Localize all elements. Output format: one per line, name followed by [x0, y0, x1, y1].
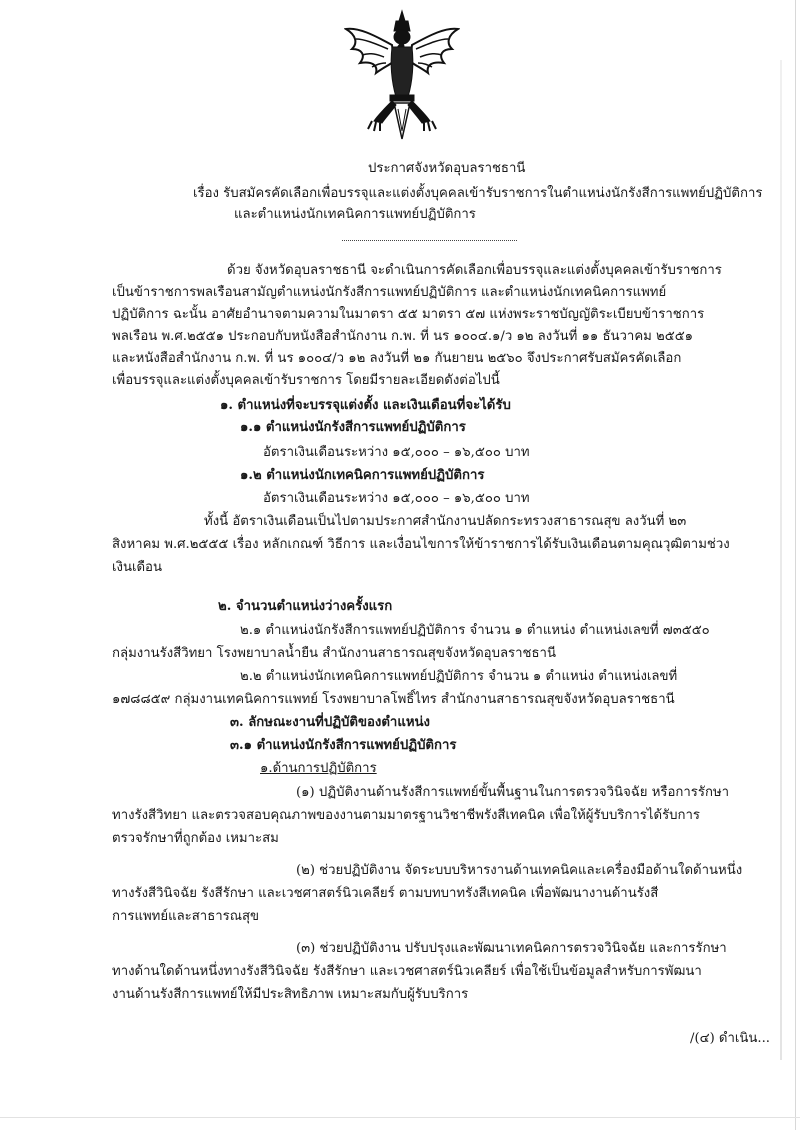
duty-line: ทางรังสีวินิจฉัย รังสีรักษา และเวชศาสตร์นิวเคลียร์ ตามบทบาทรังสีเทคนิค เพื่อพัฒนางานด้านรังสี — [112, 886, 659, 901]
intro-line: เป็นข้าราชการพลเรือนสามัญตำแหน่งนักรังสีการแพทย์ปฏิบัติการ และตำแหน่งนักเทคนิคการแพทย์ — [112, 285, 667, 300]
position-title: ๑.๑ ตำแหน่งนักรังสีการแพทย์ปฏิบัติการ — [240, 420, 466, 435]
scan-edge — [0, 1117, 800, 1118]
salary-note: สิงหาคม พ.ศ.๒๕๕๕ เรื่อง หลักเกณฑ์ วิธีการ และเงื่อนไขการให้ข้าราชการได้รับเงินเดือนตามคุณวุฒิตามช่วง — [112, 537, 730, 552]
salary-range: อัตราเงินเดือนระหว่าง ๑๕,๐๐๐ – ๑๖,๕๐๐ บาท — [263, 491, 530, 506]
section-heading: ๒. จำนวนตำแหน่งว่างครั้งแรก — [218, 599, 393, 614]
duty-line: (๓) ช่วยปฏิบัติงาน ปรับปรุงและพัฒนาเทคนิคการตรวจวินิจฉัย และการรักษา — [296, 941, 727, 956]
garuda-emblem — [344, 5, 460, 145]
salary-note: ทั้งนี้ อัตราเงินเดือนเป็นไปตามประกาศสำนักงานปลัดกระทรวงสาธารณสุข ลงวันที่ ๒๓ — [204, 514, 687, 529]
subject-line: เรื่อง รับสมัครคัดเลือกเพื่อบรรจุและแต่งตั้งบุคคลเข้ารับราชการในตำแหน่งนักรังสีการแพทย์ปฏิบัติการ — [193, 186, 763, 201]
duty-line: ทางรังสีวิทยา และตรวจสอบคุณภาพของงานตามมาตรฐานวิชาชีพรังสีเทคนิค เพื่อให้ผู้รับบริการได้รับการ — [112, 808, 701, 823]
section-heading: ๑. ตำแหน่งที่จะบรรจุแต่งตั้ง และเงินเดือนที่จะได้รับ — [220, 398, 511, 413]
subject-line: และตำแหน่งนักเทคนิคการแพทย์ปฏิบัติการ — [234, 207, 476, 222]
scan-edge — [780, 60, 782, 1060]
duty-line: งานด้านรังสีการแพทย์ให้มีประสิทธิภาพ เหมาะสมกับผู้รับบริการ — [112, 987, 469, 1002]
intro-line: ปฏิบัติการ ฉะนั้น อาศัยอำนาจตามความในมาตรา ๕๕ มาตรา ๕๗ แห่งพระราชบัญญัติระเบียบข้าราชการ — [112, 307, 705, 322]
vacancy-line: ๒.๒ ตำแหน่งนักเทคนิคการแพทย์ปฏิบัติการ จำนวน ๑ ตำแหน่ง ตำแหน่งเลขที่ — [240, 669, 678, 684]
work-area-heading: ๑.ด้านการปฏิบัติการ — [260, 761, 377, 776]
intro-line: เพื่อบรรจุและแต่งตั้งบุคคลเข้ารับราชการ โดยมีรายละเอียดดังต่อไปนี้ — [112, 373, 500, 388]
announcement-title: ประกาศจังหวัดอุบลราชธานี — [368, 161, 526, 176]
duty-line: (๒) ช่วยปฏิบัติงาน จัดระบบบริหารงานด้านเทคนิคและเครื่องมือด้านใดด้านหนึ่ง — [296, 863, 743, 878]
salary-range: อัตราเงินเดือนระหว่าง ๑๕,๐๐๐ – ๑๖,๕๐๐ บาท — [263, 445, 530, 460]
page-continuation: /(๔) ดำเนิน... — [690, 1031, 770, 1046]
duty-line: ตรวจรักษาที่ถูกต้อง เหมาะสม — [112, 831, 279, 846]
section-heading: ๓. ลักษณะงานที่ปฏิบัติของตำแหน่ง — [230, 715, 430, 730]
duty-line: (๑) ปฏิบัติงานด้านรังสีการแพทย์ขั้นพื้นฐานในการตรวจวินิจฉัย หรือการรักษา — [296, 785, 730, 800]
vacancy-line: ๒.๑ ตำแหน่งนักรังสีการแพทย์ปฏิบัติการ จำนวน ๑ ตำแหน่ง ตำแหน่งเลขที่ ๗๓๕๕๐ — [240, 623, 710, 638]
duty-line: การแพทย์และสาธารณสุข — [112, 909, 260, 924]
separator-line — [342, 240, 517, 241]
duty-line: ทางด้านใดด้านหนึ่งทางรังสีวินิจฉัย รังสีรักษา และเวชศาสตร์นิวเคลียร์ เพื่อใช้เป็นข้อมูลสำหรับการพัฒนา — [112, 964, 702, 979]
intro-line: พลเรือน พ.ศ.๒๕๕๑ ประกอบกับหนังสือสำนักงาน ก.พ. ที่ นร ๑๐๐๔.๑/ว ๑๒ ลงวันที่ ๑๑ ธันวาคม ๒๕๕๑ — [112, 329, 694, 344]
intro-line: และหนังสือสำนักงาน ก.พ. ที่ นร ๑๐๐๔/ว ๑๒ ลงวันที่ ๒๑ กันยายน ๒๕๖๐ จึงประกาศรับสมัครคัดเลือก — [112, 351, 682, 366]
scan-edge — [795, 0, 796, 1130]
vacancy-line: ๑๗๘๘๕๙ กลุ่มงานเทคนิคการแพทย์ โรงพยาบาลโพธิ์ไทร สำนักงานสาธารณสุขจังหวัดอุบลราชธานี — [112, 692, 675, 707]
intro-line: ด้วย จังหวัดอุบลราชธานี จะดำเนินการคัดเลือกเพื่อบรรจุและแต่งตั้งบุคคลเข้ารับราชการ — [227, 263, 722, 278]
position-title: ๑.๒ ตำแหน่งนักเทคนิคการแพทย์ปฏิบัติการ — [240, 468, 485, 483]
vacancy-line: กลุ่มงานรังสีวิทยา โรงพยาบาลน้ำยืน สำนักงานสาธารณสุขจังหวัดอุบลราชธานี — [112, 646, 556, 661]
salary-note: เงินเดือน — [112, 560, 162, 575]
position-title: ๓.๑ ตำแหน่งนักรังสีการแพทย์ปฏิบัติการ — [230, 738, 457, 753]
